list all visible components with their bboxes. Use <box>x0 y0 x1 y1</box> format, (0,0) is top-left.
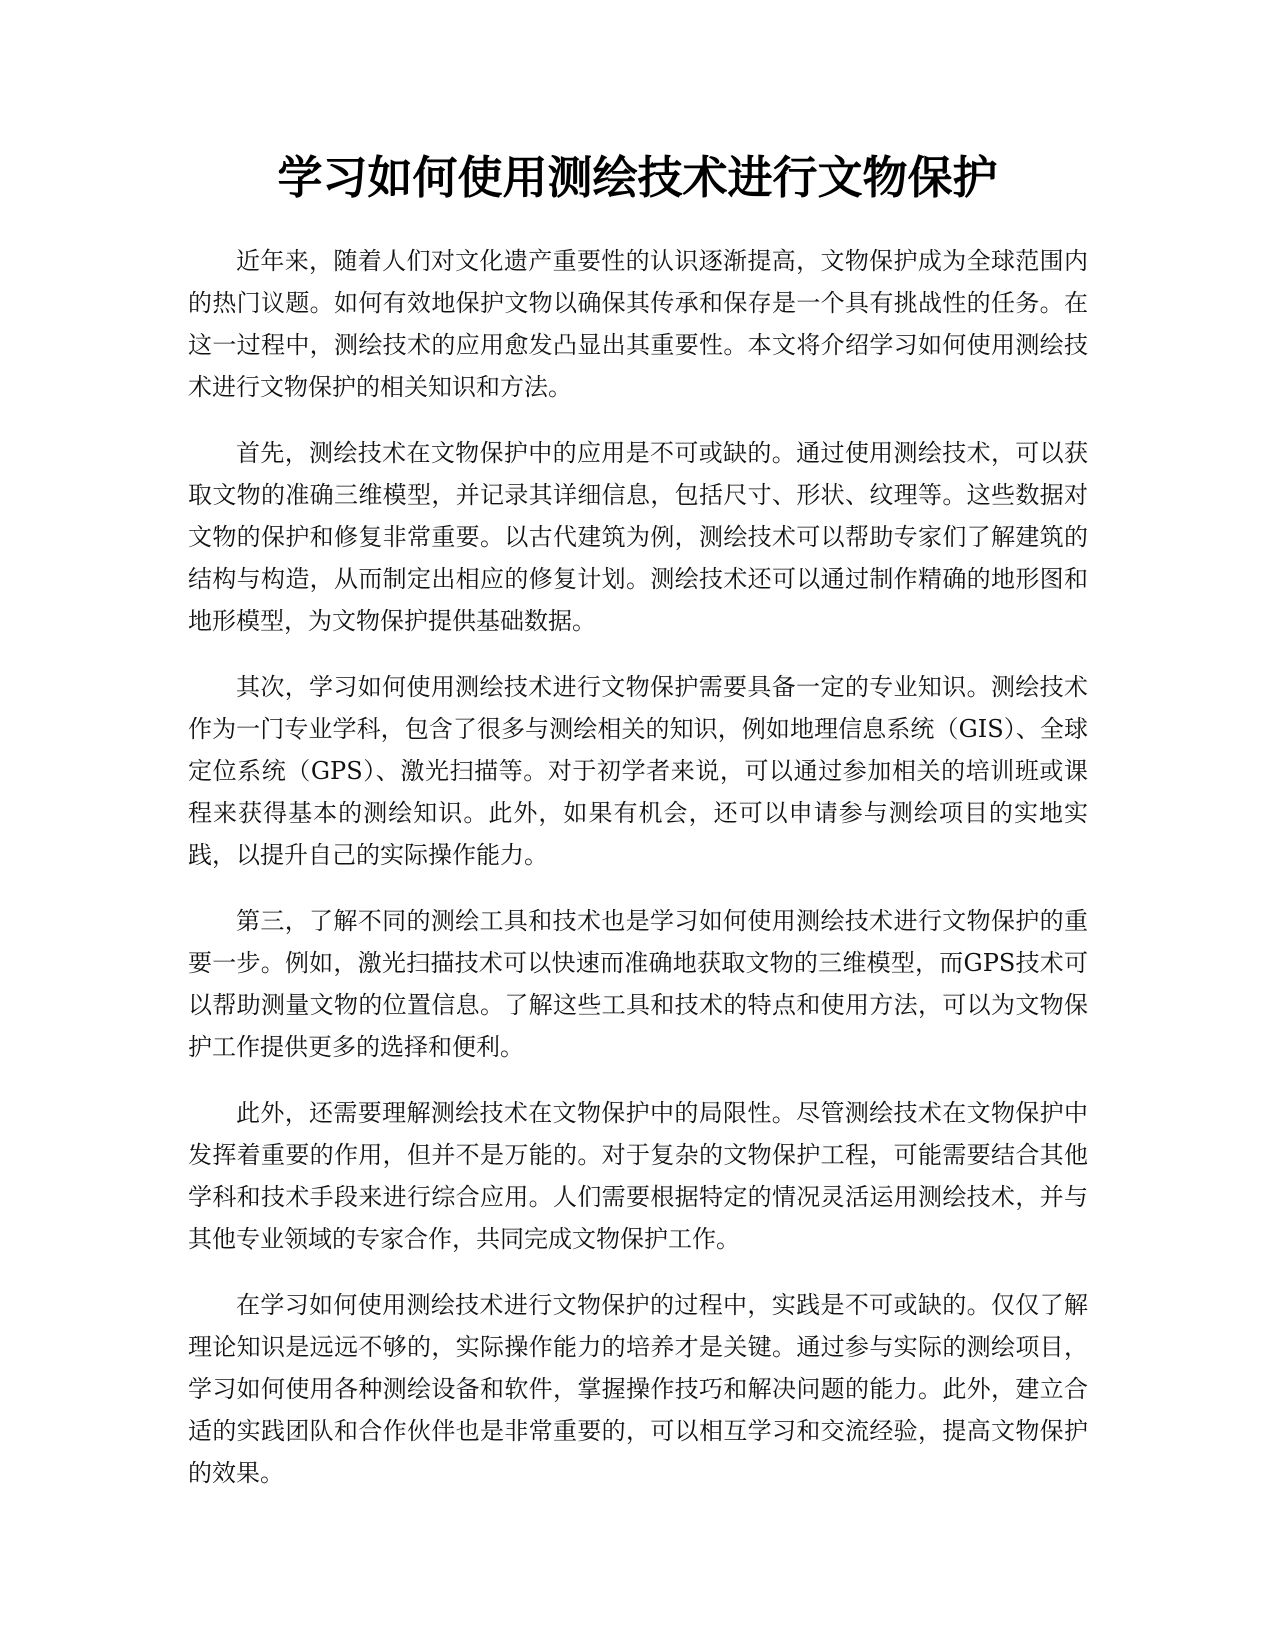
paragraph-intro: 近年来，随着人们对文化遗产重要性的认识逐渐提高，文物保护成为全球范围内的热门议题。如何有效地保护文物以确保其传承和保存是一个具有挑战性的任务。在这一过程中，测绘技术的应用愈发凸显出其重要性。本文将介绍学习如何使用测绘技术进行文物保护的相关知识和方法。 <box>188 247 1088 401</box>
paragraph-second: 其次，学习如何使用测绘技术进行文物保护需要具备一定的专业知识。测绘技术作为一门专业学科，包含了很多与测绘相关的知识，例如地理信息系统（GIS）、全球定位系统（GPS）、激光扫描等。对于初学者来说，可以通过参加相关的培训班或课程来获得基本的测绘知识。此外，如果有机会，还可以申请参与测绘项目的实地实践，以提升自己的实际操作能力。 <box>188 673 1088 869</box>
paragraph-first: 首先，测绘技术在文物保护中的应用是不可或缺的。通过使用测绘技术，可以获取文物的准确三维模型，并记录其详细信息，包括尺寸、形状、纹理等。这些数据对文物的保护和修复非常重要。以古代建筑为例，测绘技术可以帮助专家们了解建筑的结构与构造，从而制定出相应的修复计划。测绘技术还可以通过制作精确的地形图和地形模型，为文物保护提供基础数据。 <box>188 439 1088 635</box>
paragraph-third: 第三，了解不同的测绘工具和技术也是学习如何使用测绘技术进行文物保护的重要一步。例如，激光扫描技术可以快速而准确地获取文物的三维模型，而GPS技术可以帮助测量文物的位置信息。了解这些工具和技术的特点和使用方法，可以为文物保护工作提供更多的选择和便利。 <box>188 907 1088 1061</box>
document-body <box>188 240 1088 1518</box>
paragraph-practice: 在学习如何使用测绘技术进行文物保护的过程中，实践是不可或缺的。仅仅了解理论知识是远远不够的，实际操作能力的培养才是关键。通过参与实际的测绘项目，学习如何使用各种测绘设备和软件，掌握操作技巧和解决问题的能力。此外，建立合适的实践团队和合作伙伴也是非常重要的，可以相互学习和交流经验，提高文物保护的效果。 <box>188 1291 1088 1487</box>
document-title: 学习如何使用测绘技术进行文物保护 <box>277 151 998 204</box>
paragraph-limitations: 此外，还需要理解测绘技术在文物保护中的局限性。尽管测绘技术在文物保护中发挥着重要的作用，但并不是万能的。对于复杂的文物保护工程，可能需要结合其他学科和技术手段来进行综合应用。人们需要根据特定的情况灵活运用测绘技术，并与其他专业领域的专家合作，共同完成文物保护工作。 <box>188 1099 1088 1253</box>
